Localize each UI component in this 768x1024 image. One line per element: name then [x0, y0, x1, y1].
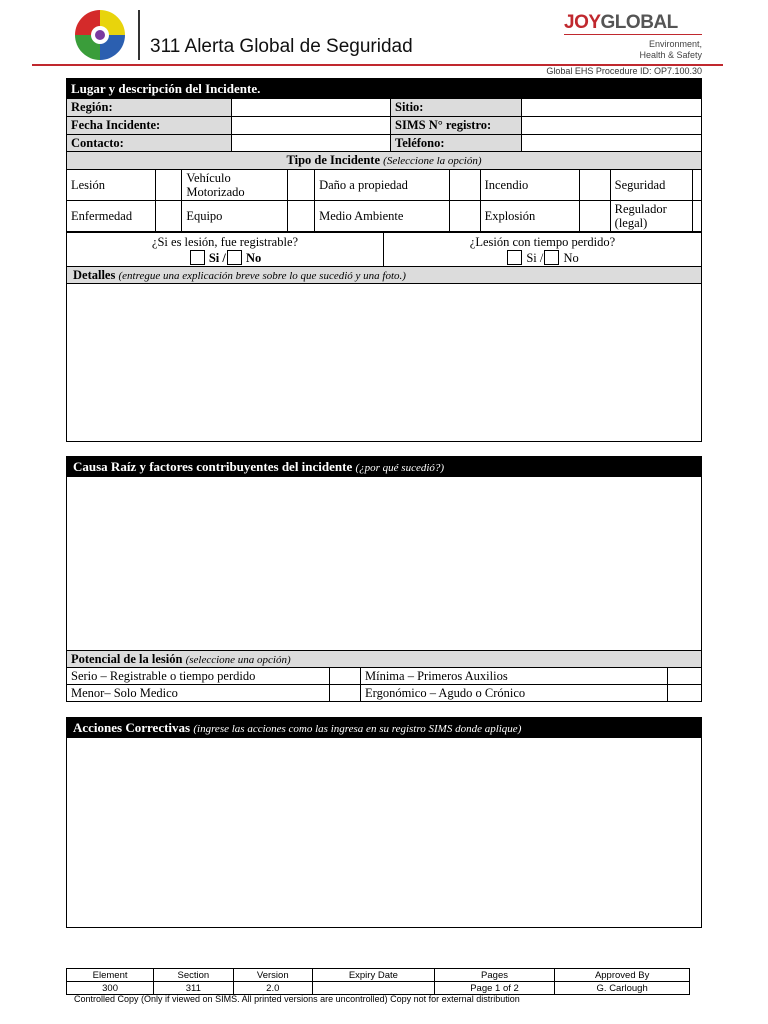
causa-header: Causa Raíz y factores contribuyentes del incidente (¿por qué sucedió?) [67, 457, 701, 477]
header-divider [138, 10, 140, 60]
option-label: Daño a propiedad [315, 170, 450, 201]
acciones-header: Acciones Correctivas (ingrese las acciones como las ingresa en su registro SIMS donde aplique) [67, 718, 701, 738]
registrable-question: ¿Si es lesión, fue registrable? Si / No [67, 233, 384, 267]
option-checkbox[interactable] [668, 668, 702, 685]
footer-header: Expiry Date [312, 969, 434, 982]
company-logo [70, 8, 130, 62]
option-label: Vehículo Motorizado [182, 170, 288, 201]
option-checkbox[interactable] [330, 668, 361, 685]
footer-header: Element [67, 969, 154, 982]
footer-header: Section [154, 969, 233, 982]
causa-textarea[interactable] [67, 477, 701, 651]
option-label: Menor– Solo Medico [67, 685, 330, 702]
incident-type-table [66, 151, 702, 232]
si-checkbox[interactable] [190, 250, 205, 265]
telefono-field[interactable] [522, 135, 702, 153]
option-label: Incendio [480, 170, 580, 201]
option-checkbox[interactable] [668, 685, 702, 702]
footer-value: 311 [154, 982, 233, 995]
page-title: 311 Alerta Global de Seguridad [150, 36, 413, 57]
potencial-table [66, 650, 702, 702]
tipo-header: Tipo de Incidente (Seleccione la opción) [67, 152, 702, 170]
acciones-section [66, 717, 702, 928]
sitio-field[interactable] [522, 99, 702, 117]
contacto-field[interactable] [232, 135, 391, 153]
option-label: Regulador (legal) [610, 201, 692, 232]
sims-field[interactable] [522, 117, 702, 135]
option-checkbox[interactable] [580, 201, 610, 232]
footer-value: 2.0 [233, 982, 312, 995]
footer-value: G. Carlough [555, 982, 690, 995]
option-checkbox[interactable] [155, 201, 182, 232]
option-checkbox[interactable] [288, 201, 315, 232]
option-checkbox[interactable] [450, 201, 480, 232]
potencial-header: Potencial de la lesión (seleccione una opción) [67, 651, 702, 668]
brand-underline [564, 34, 702, 35]
fecha-label: Fecha Incidente: [67, 117, 232, 135]
option-label: Ergonómico – Agudo o Crónico [361, 685, 668, 702]
injury-questions-table [66, 232, 702, 267]
document-control-table [66, 968, 690, 995]
fecha-field[interactable] [232, 117, 391, 135]
option-label: Serio – Registrable o tiempo perdido [67, 668, 330, 685]
option-label: Seguridad [610, 170, 692, 201]
incident-location-table [66, 78, 702, 153]
footer-header: Approved By [555, 969, 690, 982]
telefono-label: Teléfono: [391, 135, 522, 153]
department-label: Environment, Health & Safety [639, 39, 702, 60]
footer-value [312, 982, 434, 995]
footer-value: Page 1 of 2 [434, 982, 555, 995]
option-checkbox[interactable] [155, 170, 182, 201]
option-checkbox[interactable] [580, 170, 610, 201]
brand-logo: JOYGLOBAL [564, 12, 678, 33]
footer-header: Version [233, 969, 312, 982]
option-label: Mínima – Primeros Auxilios [361, 668, 668, 685]
si-checkbox[interactable] [507, 250, 522, 265]
sitio-label: Sitio: [391, 99, 522, 117]
footer-value: 300 [67, 982, 154, 995]
acciones-textarea[interactable] [67, 738, 701, 927]
option-label: Enfermedad [67, 201, 156, 232]
option-label: Equipo [182, 201, 288, 232]
region-field[interactable] [232, 99, 391, 117]
option-checkbox[interactable] [693, 201, 702, 232]
section-title: Lugar y descripción del Incidente. [67, 79, 702, 99]
option-label: Medio Ambiente [315, 201, 450, 232]
footer-header: Pages [434, 969, 555, 982]
option-label: Explosión [480, 201, 580, 232]
no-checkbox[interactable] [227, 250, 242, 265]
no-checkbox[interactable] [544, 250, 559, 265]
controlled-copy-notice: Controlled Copy (Only if viewed on SIMS. All printed versions are uncontrolled) Copy not for external distribution [74, 994, 520, 1004]
causa-section [66, 456, 702, 652]
option-checkbox[interactable] [288, 170, 315, 201]
procedure-id: Global EHS Procedure ID: OP7.100.30 [546, 66, 702, 76]
region-label: Región: [67, 99, 232, 117]
sims-label: SIMS N° registro: [391, 117, 522, 135]
lost-time-question: ¿Lesión con tiempo perdido? Si / No [384, 233, 702, 267]
option-checkbox[interactable] [330, 685, 361, 702]
option-checkbox[interactable] [450, 170, 480, 201]
contacto-label: Contacto: [67, 135, 232, 153]
option-label: Lesión [67, 170, 156, 201]
option-checkbox[interactable] [693, 170, 702, 201]
detalles-textarea[interactable] [67, 284, 701, 440]
detalles-section [66, 266, 702, 442]
detalles-header: Detalles (entregue una explicación breve sobre lo que sucedió y una foto.) [67, 267, 701, 284]
